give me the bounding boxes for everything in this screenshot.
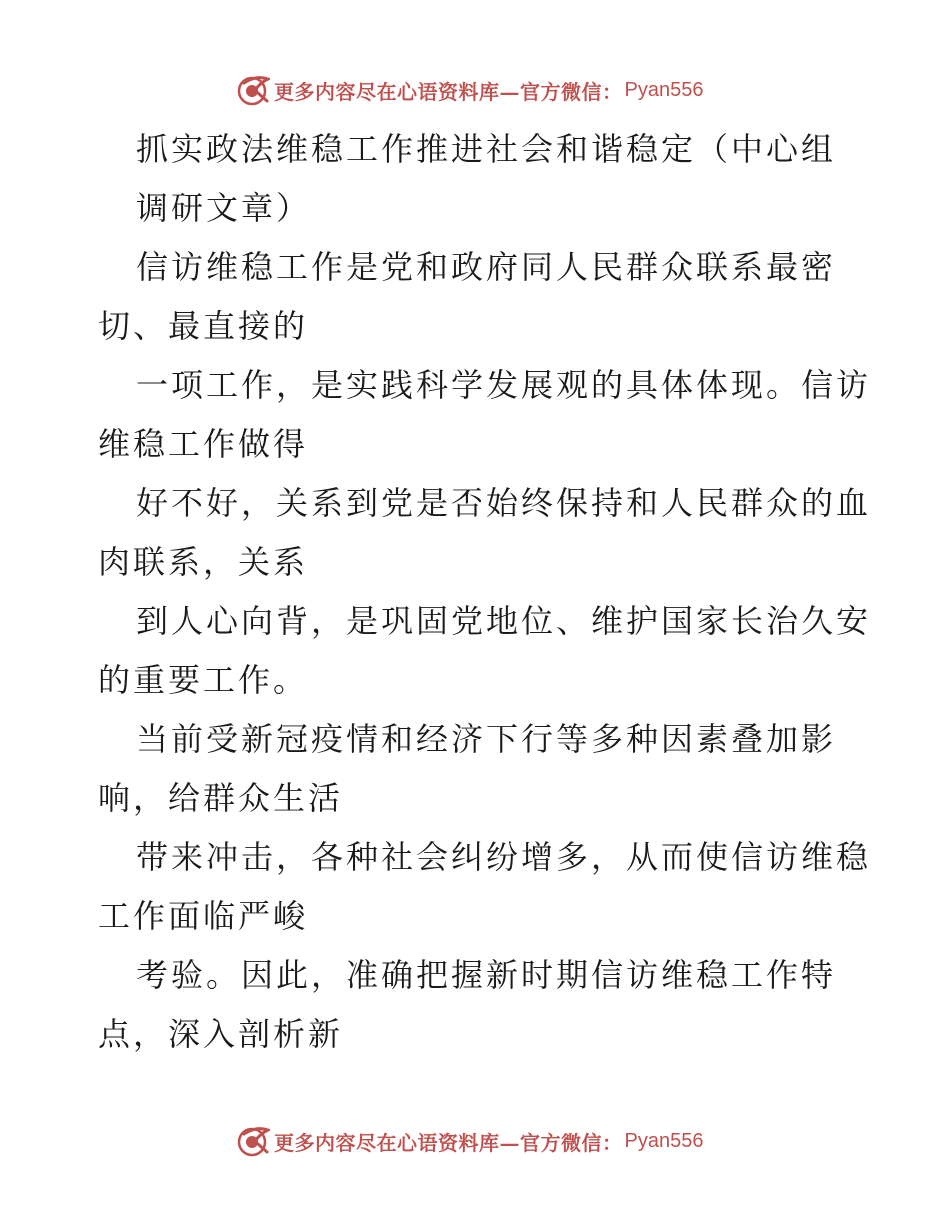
watermark-text: 更多内容尽在心语资料库—官方微信：	[274, 79, 623, 104]
document-body	[98, 120, 898, 1064]
paragraph-line: 维稳工作做得	[98, 425, 309, 463]
paragraph-line: 到人心向背，是巩固党地位、维护国家长治久安	[136, 602, 872, 640]
paragraph-line: 当前受新冠疫情和经济下行等多种因素叠加影	[136, 720, 837, 758]
paragraph-line: 响，给群众生活	[98, 779, 344, 817]
paragraph-line: 考验。因此，准确把握新时期信访维稳工作特	[136, 956, 837, 994]
ink-brush-logo-icon	[236, 1124, 270, 1158]
paragraph-line: 信访维稳工作是党和政府同人民群众联系最密	[136, 248, 837, 286]
title-line-1: 抓实政法维稳工作推进社会和谐稳定（中心组	[136, 130, 837, 168]
watermark-header	[236, 72, 703, 108]
paragraph-line: 切、最直接的	[98, 307, 309, 345]
watermark-footer	[236, 1123, 703, 1159]
paragraph-line: 带来冲击，各种社会纠纷增多，从而使信访维稳	[136, 838, 872, 876]
paragraph-line: 肉联系，关系	[98, 543, 309, 581]
watermark-handle: Pyan556	[624, 78, 704, 101]
title-line-2: 调研文章）	[136, 189, 312, 227]
watermark-text: 更多内容尽在心语资料库—官方微信：	[274, 1130, 623, 1155]
paragraph-line: 工作面临严峻	[98, 897, 309, 935]
ink-brush-logo-icon	[236, 73, 270, 107]
paragraph-line: 一项工作，是实践科学发展观的具体体现。信访	[136, 366, 872, 404]
paragraph-line: 点，深入剖析新	[98, 1015, 344, 1053]
watermark-handle: Pyan556	[624, 1129, 704, 1152]
paragraph-line: 好不好，关系到党是否始终保持和人民群众的血	[136, 484, 872, 522]
paragraph-line: 的重要工作。	[98, 661, 309, 699]
